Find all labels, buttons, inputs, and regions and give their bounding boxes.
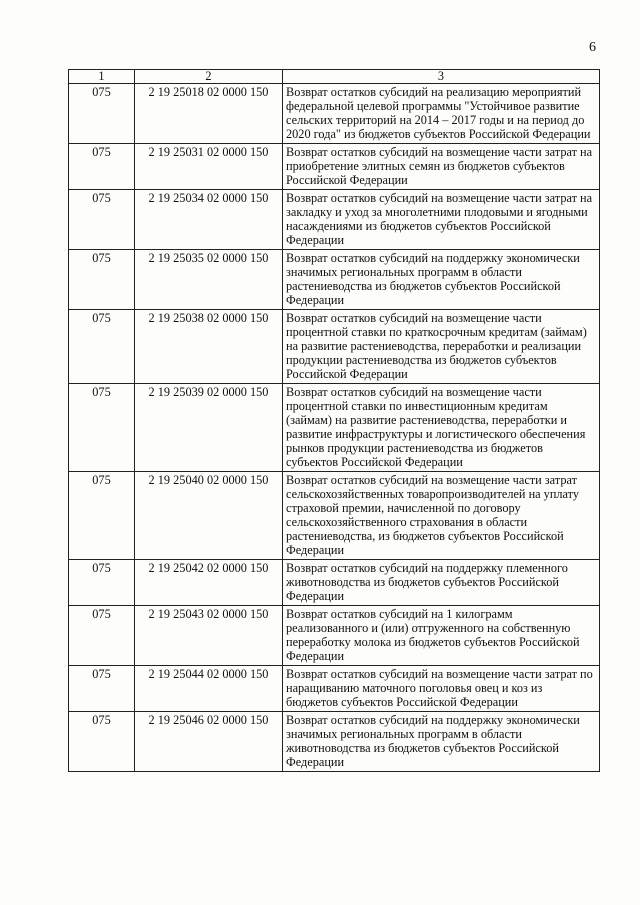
- budget-code-cell: 2 19 25044 02 0000 150: [135, 666, 283, 712]
- budget-code-cell: 2 19 25043 02 0000 150: [135, 606, 283, 666]
- admin-code-cell: 075: [69, 310, 135, 384]
- description-cell: Возврат остатков субсидий на возмещение части процентной ставки по инвестиционным кредитам (займам) на развитие растениеводства, переработки и развитие инфраструктуры и логистического обеспечения рынков продукции растениеводства из бюджетов субъектов Российской Федерации: [283, 384, 600, 472]
- table-row: [69, 666, 600, 712]
- description-cell: Возврат остатков субсидий на 1 килограмм реализованного и (или) отгруженного на собственную переработку молока из бюджетов субъектов Российской Федерации: [283, 606, 600, 666]
- description-cell: Возврат остатков субсидий на возмещение части процентной ставки по краткосрочным кредитам (займам) на развитие растениеводства, переработки и реализации продукции растениеводства из бюджетов субъектов Российской Федерации: [283, 310, 600, 384]
- description-cell: Возврат остатков субсидий на возмещение части затрат на закладку и уход за многолетними плодовыми и ягодными насаждениями из бюджетов субъектов Российской Федерации: [283, 190, 600, 250]
- budget-code-cell: 2 19 25034 02 0000 150: [135, 190, 283, 250]
- table-row: [69, 560, 600, 606]
- description-cell: Возврат остатков субсидий на поддержку племенного животноводства из бюджетов субъектов Российской Федерации: [283, 560, 600, 606]
- admin-code-cell: 075: [69, 712, 135, 772]
- budget-code-cell: 2 19 25039 02 0000 150: [135, 384, 283, 472]
- budget-code-cell: 2 19 25042 02 0000 150: [135, 560, 283, 606]
- budget-code-cell: 2 19 25035 02 0000 150: [135, 250, 283, 310]
- admin-code-cell: 075: [69, 560, 135, 606]
- table-row: [69, 606, 600, 666]
- page-number: 6: [589, 40, 596, 55]
- admin-code-cell: 075: [69, 144, 135, 190]
- description-cell: Возврат остатков субсидий на возмещение части затрат по наращиванию маточного поголовья овец и коз из бюджетов субъектов Российской Федерации: [283, 666, 600, 712]
- header-row: [69, 70, 600, 84]
- table-row: [69, 84, 600, 144]
- admin-code-cell: 075: [69, 190, 135, 250]
- budget-code-cell: 2 19 25046 02 0000 150: [135, 712, 283, 772]
- description-cell: Возврат остатков субсидий на реализацию мероприятий федеральной целевой программы "Устойчивое развитие сельских территорий на 2014 – 2017 годы и на период до 2020 года" из бюджетов субъектов Российской Федерации: [283, 84, 600, 144]
- column-header-3: 3: [283, 70, 600, 84]
- description-cell: Возврат остатков субсидий на возмещение части затрат сельскохозяйственных товаропроизводителей на уплату страховой премии, начисленной по договору сельскохозяйственного страхования в области растениеводства, из бюджетов субъектов Российской Федерации: [283, 472, 600, 560]
- budget-code-cell: 2 19 25031 02 0000 150: [135, 144, 283, 190]
- table-row: [69, 250, 600, 310]
- codes-table: [68, 69, 600, 772]
- admin-code-cell: 075: [69, 384, 135, 472]
- table-row: [69, 384, 600, 472]
- column-header-1: 1: [69, 70, 135, 84]
- table-row: [69, 144, 600, 190]
- admin-code-cell: 075: [69, 84, 135, 144]
- budget-code-cell: 2 19 25040 02 0000 150: [135, 472, 283, 560]
- table-row: [69, 712, 600, 772]
- budget-code-cell: 2 19 25038 02 0000 150: [135, 310, 283, 384]
- description-cell: Возврат остатков субсидий на возмещение части затрат на приобретение элитных семян из бюджетов субъектов Российской Федерации: [283, 144, 600, 190]
- column-header-2: 2: [135, 70, 283, 84]
- table-row: [69, 472, 600, 560]
- description-cell: Возврат остатков субсидий на поддержку экономически значимых региональных программ в области растениеводства из бюджетов субъектов Российской Федерации: [283, 250, 600, 310]
- table-row: [69, 310, 600, 384]
- budget-code-cell: 2 19 25018 02 0000 150: [135, 84, 283, 144]
- table-row: [69, 190, 600, 250]
- admin-code-cell: 075: [69, 606, 135, 666]
- admin-code-cell: 075: [69, 472, 135, 560]
- admin-code-cell: 075: [69, 666, 135, 712]
- description-cell: Возврат остатков субсидий на поддержку экономически значимых региональных программ в области животноводства из бюджетов субъектов Российской Федерации: [283, 712, 600, 772]
- admin-code-cell: 075: [69, 250, 135, 310]
